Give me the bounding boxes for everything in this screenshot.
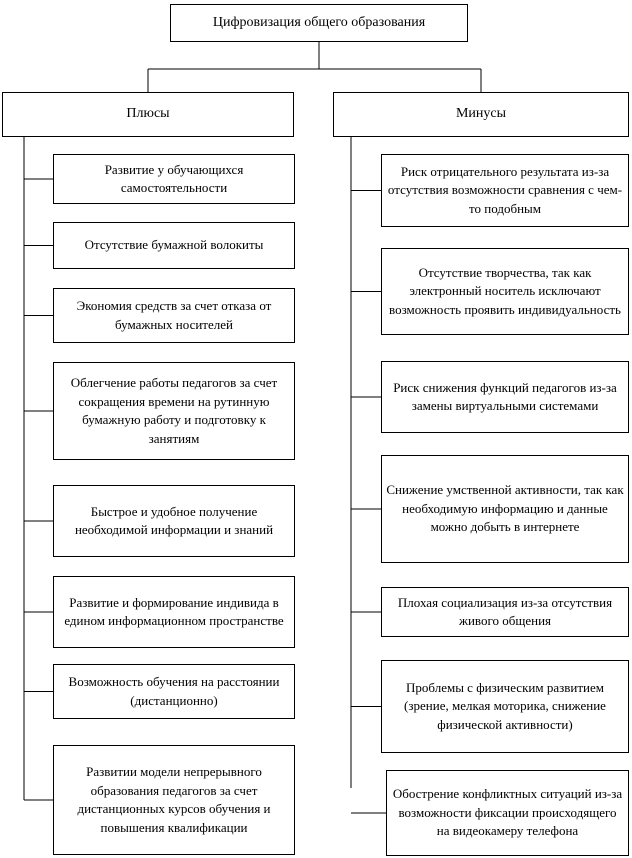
plus-item-4	[53, 362, 295, 460]
plus-item-5	[53, 485, 295, 557]
plus-item-8-text: Развитии модели непрерывного образования педагогов за счет дистанционных курсов обучения и повышения квалификации	[77, 764, 271, 835]
minus-header-box	[333, 92, 629, 137]
root-title-box	[170, 4, 468, 42]
plus-item-8	[53, 745, 295, 855]
minus-item-1	[381, 154, 629, 227]
plus-item-6-text: Развитие и формирование индивида в едином информационном пространстве	[64, 594, 284, 628]
minus-item-4	[381, 455, 629, 563]
plus-item-2	[53, 222, 295, 269]
plus-header: Плюсы	[126, 106, 170, 122]
plus-item-3	[53, 288, 295, 343]
minus-item-1-text: Риск отрицательного результата из-за отсутствия возможности сравнения с чем-то подобным	[387, 163, 623, 216]
minus-item-5	[381, 587, 629, 637]
plus-item-7-text: Возможность обучения на расстоянии (дистанционно)	[68, 674, 280, 708]
minus-item-7-text: Обострение конфликтных ситуаций из-за возможности фиксации происходящего на видеокамеру телефона	[392, 786, 623, 839]
minus-item-4-text: Снижение умственной активности, так как необходимую информацию и данные можно добыть в интернете	[386, 482, 624, 535]
plus-item-3-text: Экономия средств за счет отказа от бумажных носителей	[76, 298, 272, 332]
minus-header: Минусы	[455, 106, 507, 122]
plus-header-box	[2, 92, 294, 137]
plus-item-2-text: Отсутствие бумажной волокиты	[84, 237, 264, 253]
plus-item-1-text: Развитие у обучающихся самостоятельности	[104, 161, 244, 195]
minus-item-7	[386, 770, 629, 856]
minus-item-2-text: Отсутствие творчества, так как электронный носитель исключают возможность проявить индивидуальность	[389, 264, 621, 317]
minus-item-2	[381, 248, 629, 335]
plus-item-4-text: Облегчение работы педагогов за счет сокращения времени на рутинную бумажную работу и подготовку к занятиям	[70, 375, 278, 446]
minus-item-3	[381, 361, 629, 433]
minus-item-3-text: Риск снижения функций педагогов из-за замены виртуальными системами	[393, 379, 617, 413]
plus-item-7	[53, 664, 295, 719]
plus-item-1	[53, 154, 295, 204]
minus-item-6-text: Проблемы с физическим развитием (зрение, мелкая моторика, снижение физической активности)	[404, 679, 606, 732]
minus-item-6	[381, 660, 629, 753]
plus-item-6	[53, 576, 295, 648]
plus-item-5-text: Быстрое и удобное получение необходимой информации и знаний	[74, 503, 274, 537]
root-title: Цифровизация общего образования	[212, 14, 426, 30]
minus-item-5-text: Плохая социализация из-за отсутствия живого общения	[397, 594, 613, 628]
